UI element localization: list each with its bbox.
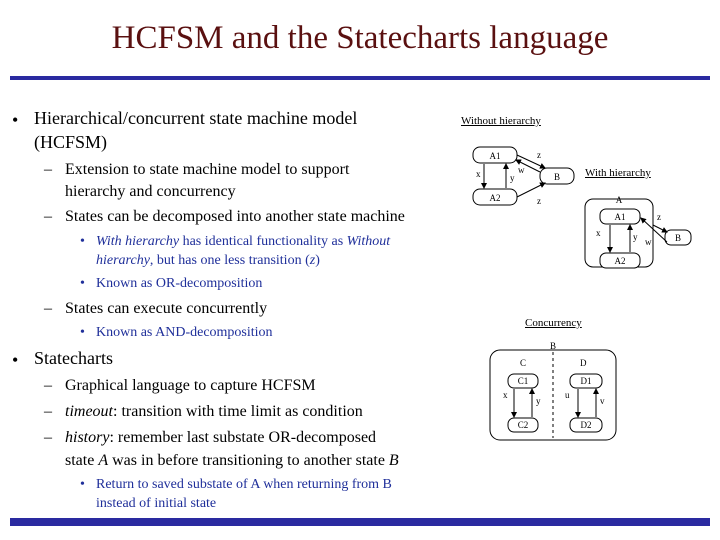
bullet-hcfsm-line1: Hierarchical/concurrent state machine model — [34, 108, 358, 128]
sub-sub-bullet-or-decomposition: Known as OR-decomposition — [96, 276, 263, 291]
sub-sub-bullet-return-line2: instead of initial state — [96, 496, 217, 511]
bullet-statecharts: Statecharts — [34, 348, 113, 368]
state-a2-label: A2 — [489, 193, 501, 203]
with-hierarchy-caption: With hierarchy — [585, 167, 651, 179]
sub-sub-bullet-return-line1: Return to saved substate of A when returning from B — [96, 477, 392, 492]
concurrency-caption: Concurrency — [525, 317, 582, 329]
event-y: y — [536, 396, 541, 406]
event-x: x — [596, 228, 601, 238]
state-a1-label: A1 — [489, 151, 501, 161]
dash-marker: – — [44, 377, 52, 394]
region-d-label: D — [580, 358, 587, 368]
dash-marker: – — [44, 300, 52, 317]
region-c-label: C — [520, 358, 527, 368]
state-a2-label: A2 — [614, 256, 626, 266]
event-y: y — [633, 232, 638, 242]
dot-marker: • — [80, 234, 85, 249]
state-c2-label: C2 — [517, 420, 529, 430]
state-c1-label: C1 — [517, 376, 529, 386]
sub-sub-bullet-and-decomposition: Known as AND-decomposition — [96, 325, 273, 340]
event-z-top: z — [537, 150, 541, 160]
sub-sub-bullet-hierarchy-line1: With hierarchy has identical functionality as Without — [96, 234, 391, 249]
state-b-label: B — [553, 172, 561, 182]
event-w: w — [518, 165, 525, 175]
dot-marker: • — [80, 477, 85, 492]
event-x: x — [476, 169, 481, 179]
state-a-outer-label: A — [615, 195, 623, 205]
sub-bullet-concurrent: States can execute concurrently — [65, 300, 268, 317]
bullet-marker: • — [12, 110, 19, 130]
sub-bullet-history-line1: history: remember last substate OR-decomposed — [65, 429, 377, 446]
state-d1-label: D1 — [580, 376, 592, 386]
dash-marker: – — [44, 161, 52, 178]
sub-bullet-graphical-language: Graphical language to capture HCFSM — [65, 377, 316, 394]
concurrency-diagram — [490, 341, 616, 440]
sub-bullet-extension-line1: Extension to state machine model to support — [65, 161, 350, 178]
transition-z-bottom — [517, 183, 545, 197]
with-hierarchy-diagram — [585, 195, 691, 268]
sub-bullet-history-line2: state A was in before transitioning to another state B — [65, 452, 399, 469]
sub-sub-bullet-hierarchy-line2: hierarchy, but has one less transition (z) — [96, 253, 320, 268]
dash-marker: – — [44, 403, 52, 420]
event-z-bottom: z — [537, 196, 541, 206]
sub-bullet-timeout: timeout: transition with time limit as condition — [65, 403, 363, 420]
event-w: w — [645, 237, 652, 247]
state-b-outer-label: B — [549, 341, 557, 351]
sub-bullet-decomposition: States can be decomposed into another state machine — [65, 208, 405, 225]
dot-marker: • — [80, 276, 85, 291]
dash-marker: – — [44, 208, 52, 225]
event-u: u — [565, 390, 570, 400]
dash-marker: – — [44, 429, 52, 446]
dot-marker: • — [80, 325, 85, 340]
state-a1-label: A1 — [614, 212, 626, 222]
bullet-hcfsm-line2: (HCFSM) — [34, 132, 108, 152]
event-v: v — [600, 396, 605, 406]
event-x: x — [503, 390, 508, 400]
event-z: z — [657, 212, 661, 222]
sub-bullet-extension-line2: hierarchy and concurrency — [65, 183, 236, 200]
without-hierarchy-caption: Without hierarchy — [461, 115, 541, 127]
without-hierarchy-diagram — [473, 147, 574, 206]
state-b-label: B — [674, 233, 682, 243]
slide-title: HCFSM and the Statecharts language — [111, 20, 609, 56]
event-y: y — [510, 173, 515, 183]
state-d2-label: D2 — [580, 420, 592, 430]
bullet-marker: • — [12, 350, 19, 370]
